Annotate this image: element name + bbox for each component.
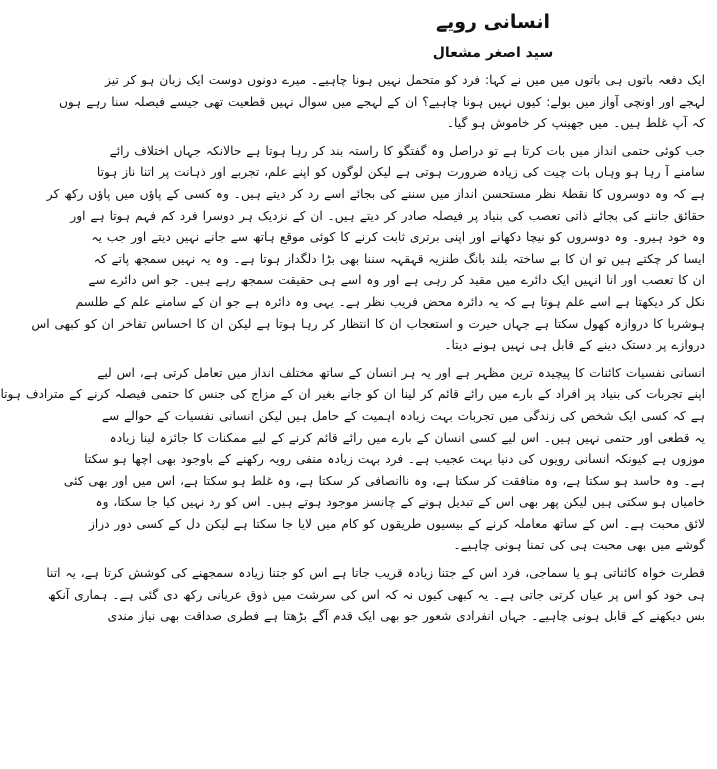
text-line: ہی خود کو اس پر عیاں کرتی جاتی ہے۔ یہ کبھی کیوں نہ کہ اس کی سرشت میں ذوق عریانی رکھ دی گئی ہے۔ ہماری آنکھ	[48, 587, 705, 602]
article-body	[0, 70, 705, 628]
text-line: ایک دفعہ باتوں ہی باتوں میں میں نے کہا: فرد کو متحمل نہیں ہونا چاہیے۔ میرے دونوں دوست ایک زبان ہو کر تیز	[105, 73, 705, 87]
text-line: دروازے پر دستک دینے کے قابل ہی نہیں ہونے دیتا۔	[444, 338, 705, 353]
text-line: انسانی نفسیات کائنات کا پیچیدہ ترین مظہر ہے اور یہ ہر انسان کے ساتھ مختلف انداز میں تعامل کرتی ہے، اس لیے	[97, 365, 705, 380]
text-line: سامنے آ رہا ہو وہاں بات چیت کی زیادہ ضرورت ہوتی ہے لیکن لوگوں کو اپنے علم، تجربے اور ذہانت پر اتنا ناز ہوتا	[96, 165, 705, 180]
text-line: فطرت خواہ کائناتی ہو یا سماجی، فرد اس کے جتنا زیادہ قریب جاتا ہے اس کو جتنا زیادہ سمجھنے کی کوشش کرتا ہے، یہ اتنا	[46, 566, 705, 581]
text-line: ہوشربا کا دروازہ کھول سکتا ہے جہاں حیرت و استعجاب ان کا انتظار کر رہا ہوتا ہے لیکن ان کا احساس تفاخر ان کو کبھی اس	[31, 316, 705, 331]
text-line: یہ قطعی اور حتمی نہیں ہیں۔ اس لیے کسی انسان کے بارے میں رائے قائم کرنے کے لیے ممکنات کا جائزہ لینا زیادہ	[109, 430, 705, 445]
text-line: وہ خود ہیرو۔ وہ دوسروں کو نیچا دکھانے اور اپنی برتری ثابت کرنے کا کوئی موقع ہاتھ سے جانے نہیں دیتے اور جب یہ	[91, 230, 705, 245]
text-line: بس دیکھنے کے قابل ہونی چاہیے۔ جہاں انفرادی شعور جو بھی ایک قدم آگے بڑھتا ہے فطری صداقت بھی نیاز مندی	[107, 609, 705, 624]
text-line: خامیاں ہو سکتی ہیں لیکن پھر بھی اس کے تبدیل ہونے کے چانسز موجود ہوتے ہیں۔ اس کو رد نہیں کیا جا سکتا، وہ	[95, 495, 705, 510]
text-line: موزوں ہے کیونکہ انسانی رویوں کی دنیا بہت عجیب ہے۔ فرد بہت زیادہ منفی رویہ رکھنے کے باوجود بھی اچھا ہو سکتا	[84, 452, 705, 467]
text-line: نکل کر دیکھتا ہے اسے علم ہوتا ہے کہ یہ دائرہ محض فریب نظر ہے۔ یہی وہ دائرہ ہے جو ان کے سامنے علم کے طلسم	[75, 294, 705, 309]
text-line: ہے کہ وہ دوسروں کا نقطۂ نظر مستحسن انداز میں سننے کی بجائے اسے رد کر دیتے ہیں۔ وہ کسی کے پاؤں میں پاؤں رکھ کر	[46, 186, 705, 201]
text-line: جب کوئی حتمی انداز میں بات کرتا ہے تو دراصل وہ گفتگو کا راستہ بند کر رہا ہوتا ہے حالانکہ جہاں اختلاف رائے	[109, 143, 705, 158]
article-title: انسانی رویے	[435, 11, 551, 33]
text-line: ان کا تعصب اور انا انہیں ایک دائرے میں مقید کر رہی ہے اور وہ اسے ہی حقیقت سمجھ رہے ہیں۔ جو اس دائرے سے	[88, 273, 705, 288]
paragraph	[58, 70, 705, 135]
text-line: ہے۔ وہ حاسد ہو سکتا ہے، وہ منافقت کر سکتا ہے، وہ ناانصافی کر سکتا ہے، وہ غلط ہو سکتا ہے، اس میں اور بھی کئی	[63, 473, 705, 488]
text-line: کہ آپ غلط ہیں۔ میں جھینپ کر خاموش ہو گیا۔	[446, 116, 705, 131]
paragraph	[46, 563, 705, 628]
paragraph	[31, 141, 705, 357]
paragraph	[0, 363, 705, 557]
text-line: گوشے میں بھی محبت ہی کی تمنا ہونی چاہیے۔	[453, 538, 705, 553]
text-line: لائق محبت ہے۔ اس کے ساتھ معاملہ کرنے کے بیسیوں طریقوں کو کام میں لایا جا سکتا ہے لیکن دل کے کسی دور دراز	[88, 516, 705, 531]
text-line: ایسا کر چکتے ہیں تو ان کا بے ساختہ بلند بانگ طنزیہ قہقہہ سننا بھی بڑا دلگداز ہوتا ہے۔ وہ یہ نہیں سمجھ پاتے کہ	[93, 251, 705, 266]
text-line: لہجے اور اونچی آواز میں بولے: کیوں نہیں ہونا چاہیے؟ ان کے لہجے میں سوال نہیں قطعیت تھی جیسے فیصلہ سنا رہے ہوں	[58, 94, 705, 109]
author-name: سید اصغر مشعال	[432, 45, 554, 61]
text-line: حقائق جاننے کی بجائے ذاتی تعصب کی بنیاد پر فیصلہ صادر کر دیتے ہیں۔ ان کے نزدیک ہر دوسرا فرد کم فہم ہوتا ہے اور	[70, 208, 705, 223]
text-line: ہے کہ کسی ایک شخص کی زندگی میں تجربات بہت زیادہ اہمیت کے حامل ہیں لیکن انسانی نفسیات کے حوالے سے	[101, 408, 705, 423]
text-line: اپنے تجربات کی بنیاد پر افراد کے بارے میں رائے قائم کر لینا ان کو جانے بغیر ان کے مزاج کی جنس کا حتمی فیصلہ کرنے کے مترادف ہوتا	[0, 387, 705, 402]
